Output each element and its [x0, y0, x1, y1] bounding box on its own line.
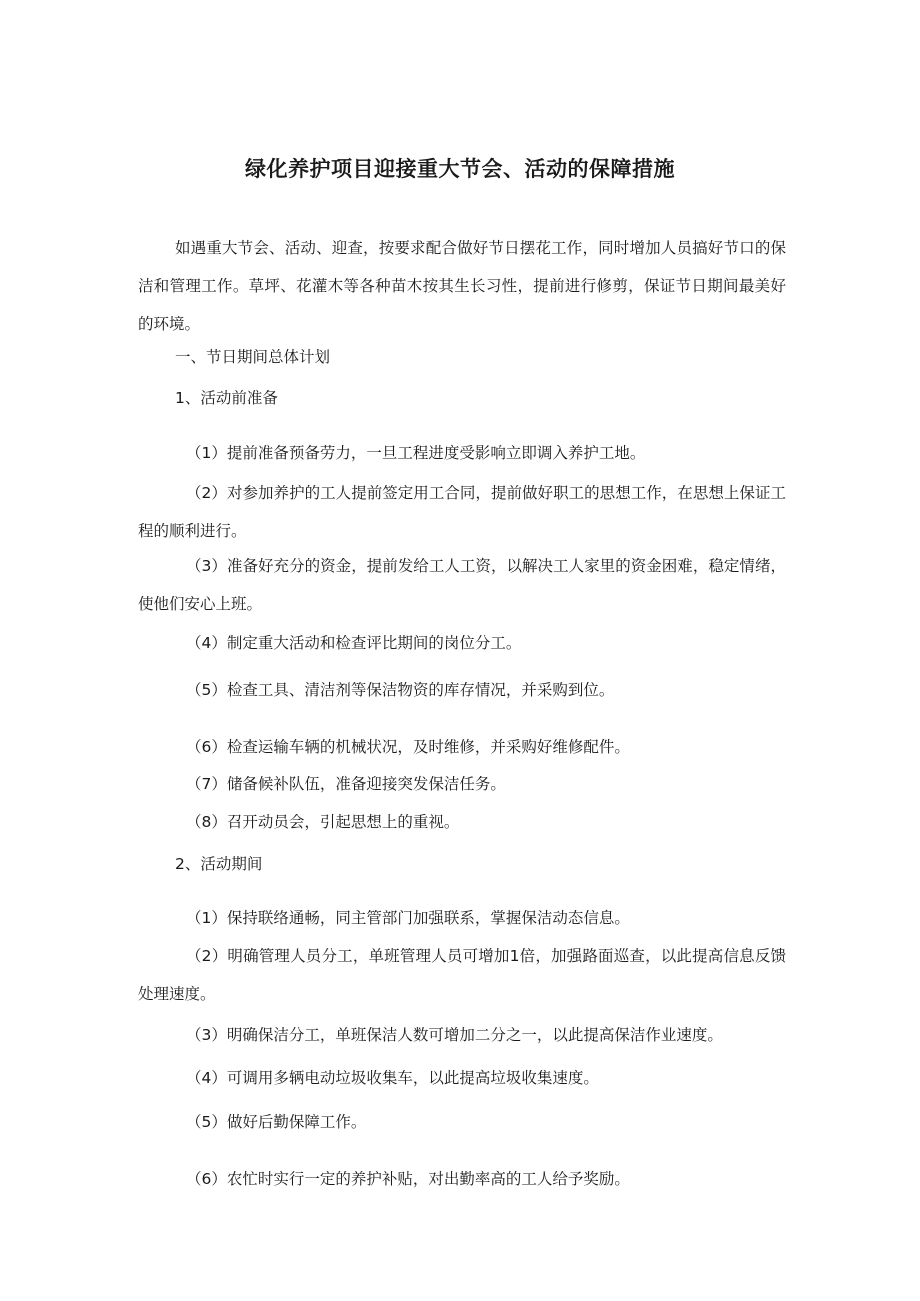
list-item: （2）对参加养护的工人提前签定用工合同，提前做好职工的思想工作，在思想上保证工程的顺利进行。 — [138, 484, 786, 540]
list-item: （8）召开动员会，引起思想上的重视。 — [186, 813, 460, 831]
list-item: （2）明确管理人员分工，单班管理人员可增加1倍，加强路面巡查，以此提高信息反馈处理速度。 — [138, 947, 786, 1003]
list-item: （7）储备候补队伍，准备迎接突发保洁任务。 — [186, 775, 506, 793]
list-item: （3）准备好充分的资金，提前发给工人工资，以解决工人家里的资金困难，稳定情绪，使他们安心上班。 — [138, 557, 786, 613]
list-item: （6）检查运输车辆的机械状况，及时维修，并采购好维修配件。 — [186, 738, 630, 756]
list-item: （1）提前准备预备劳力，一旦工程进度受影响立即调入养护工地。 — [186, 444, 646, 462]
list-item: （4）可调用多辆电动垃圾收集车，以此提高垃圾收集速度。 — [186, 1069, 599, 1087]
list-item: （6）农忙时实行一定的养护补贴，对出勤率高的工人给予奖励。 — [186, 1170, 630, 1188]
list-item: （5）检查工具、清洁剂等保洁物资的库存情况，并采购到位。 — [186, 681, 615, 699]
subsection-1-heading: 1、活动前准备 — [175, 389, 278, 407]
list-item: （5）做好后勤保障工作。 — [186, 1113, 367, 1131]
list-item: （4）制定重大活动和检查评比期间的岗位分工。 — [186, 634, 522, 652]
list-item: （1）保持联络通畅，同主管部门加强联系，掌握保洁动态信息。 — [186, 909, 630, 927]
section-1-heading: 一、节日期间总体计划 — [175, 348, 331, 366]
document-title: 绿化养护项目迎接重大节会、活动的保障措施 — [245, 157, 675, 181]
list-item: （3）明确保洁分工，单班保洁人数可增加二分之一，以此提高保洁作业速度。 — [186, 1026, 723, 1044]
subsection-2-heading: 2、活动期间 — [175, 855, 263, 873]
intro-paragraph: 如遇重大节会、活动、迎查，按要求配合做好节日摆花工作，同时增加人员搞好节口的保洁和管理工作。草坪、花灌木等各种苗木按其生长习性，提前进行修剪，保证节日期间最美好的环境。 — [138, 239, 786, 333]
